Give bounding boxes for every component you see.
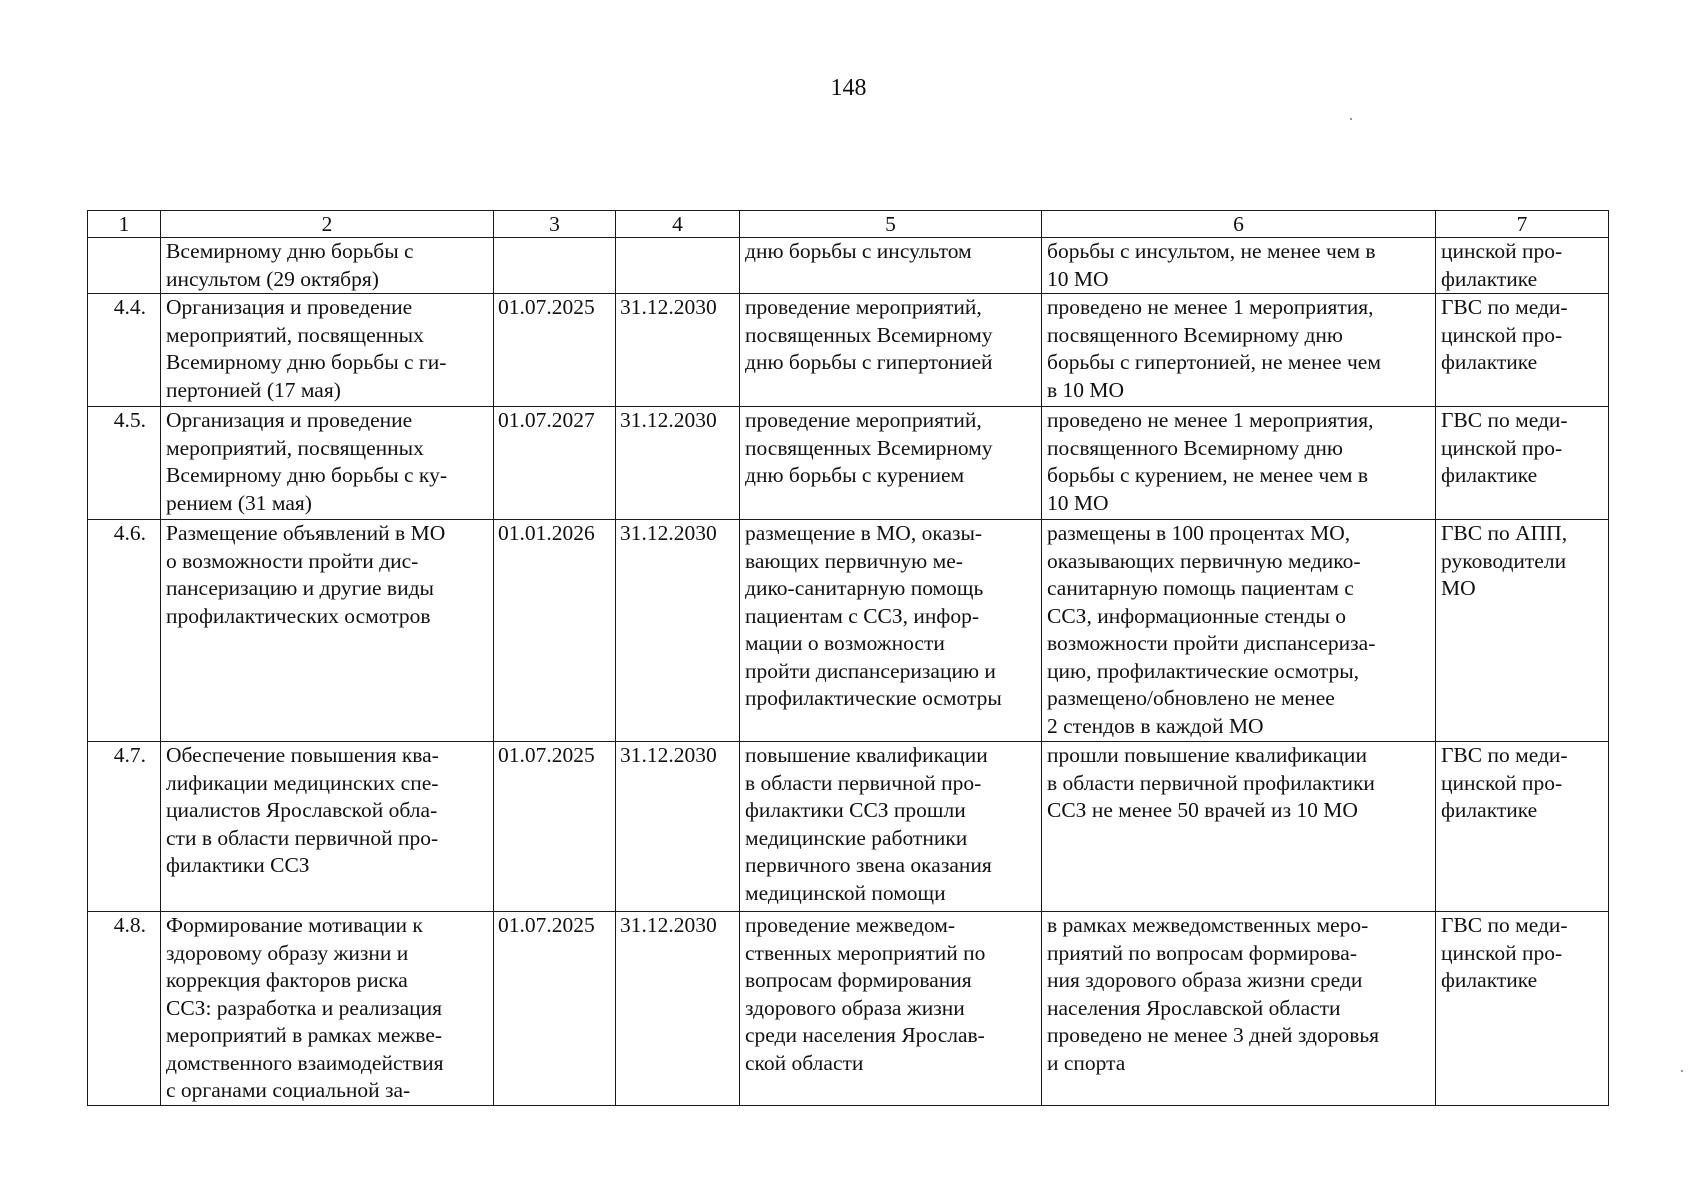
- end-date-cell: 31.12.2030: [616, 520, 740, 742]
- responsible-cell: ГВС по АПП, руководители МО: [1436, 520, 1609, 742]
- result-cell: проведение мероприятий, посвященных Всемирному дню борьбы с курением: [740, 407, 1042, 520]
- result-cell: проведение мероприятий, посвященных Всемирному дню борьбы с гипертонией: [740, 294, 1042, 407]
- start-date-cell: 01.01.2026: [494, 520, 616, 742]
- page-number: 148: [830, 75, 867, 101]
- row-number-cell: 4.4.: [88, 294, 161, 407]
- column-number-header: 7: [1436, 211, 1609, 238]
- scan-speck: [1681, 1070, 1683, 1072]
- end-date-cell: 31.12.2030: [616, 912, 740, 1106]
- start-date-cell: 01.07.2027: [494, 407, 616, 520]
- table-row: [88, 520, 1609, 742]
- indicator-cell: борьбы с инсультом, не менее чем в 10 МО: [1042, 238, 1436, 294]
- result-cell: размещение в МО, оказы- вающих первичную ме- дико-санитарную помощь пациентам с ССЗ, инфор- мации о возможности пройти диспансеризацию и профилактические осмотры: [740, 520, 1042, 742]
- row-number-cell: 4.8.: [88, 912, 161, 1106]
- event-cell: Организация и проведение мероприятий, посвященных Всемирному дню борьбы с ги- пертонией (17 мая): [161, 294, 494, 407]
- end-date-cell: 31.12.2030: [616, 407, 740, 520]
- event-cell: Всемирному дню борьбы с инсультом (29 октября): [161, 238, 494, 294]
- table-header-row: [88, 211, 1609, 238]
- column-number-header: 5: [740, 211, 1042, 238]
- column-number-header: 3: [494, 211, 616, 238]
- responsible-cell: цинской про- филактике: [1436, 238, 1609, 294]
- column-number-header: 2: [161, 211, 494, 238]
- result-cell: дню борьбы с инсультом: [740, 238, 1042, 294]
- end-date-cell: [616, 238, 740, 294]
- table-row: [88, 912, 1609, 1106]
- column-number-header: 1: [88, 211, 161, 238]
- row-number-cell: [88, 238, 161, 294]
- start-date-cell: 01.07.2025: [494, 912, 616, 1106]
- result-cell: проведение межведом- ственных мероприятий по вопросам формирования здорового образа жизни среди населения Ярослав- ской области: [740, 912, 1042, 1106]
- responsible-cell: ГВС по меди- цинской про- филактике: [1436, 407, 1609, 520]
- table-row: [88, 238, 1609, 294]
- indicator-cell: прошли повышение квалификации в области первичной профилактики ССЗ не менее 50 врачей из 10 МО: [1042, 742, 1436, 912]
- table-row: [88, 294, 1609, 407]
- start-date-cell: 01.07.2025: [494, 742, 616, 912]
- indicator-cell: размещены в 100 процентах МО, оказывающих первичную медико- санитарную помощь пациентам с ССЗ, информационные стенды о возможности пройти диспансериза- цию, профилактические осмотры, размещено/обновлено не менее 2 стендов в каждой МО: [1042, 520, 1436, 742]
- scan-speck: [1350, 118, 1352, 120]
- indicator-cell: в рамках межведомственных меро- приятий по вопросам формирова- ния здорового образа жизни среди населения Ярославской области проведено не менее 3 дней здоровья и спорта: [1042, 912, 1436, 1106]
- event-cell: Организация и проведение мероприятий, посвященных Всемирному дню борьбы с ку- рением (31 мая): [161, 407, 494, 520]
- table-row: [88, 742, 1609, 912]
- responsible-cell: ГВС по меди- цинской про- филактике: [1436, 294, 1609, 407]
- column-number-header: 4: [616, 211, 740, 238]
- row-number-cell: 4.5.: [88, 407, 161, 520]
- start-date-cell: [494, 238, 616, 294]
- event-cell: Обеспечение повышения ква- лификации медицинских спе- циалистов Ярославской обла- сти в области первичной про- филактики ССЗ: [161, 742, 494, 912]
- indicator-cell: проведено не менее 1 мероприятия, посвященного Всемирному дню борьбы с курением, не менее чем в 10 МО: [1042, 407, 1436, 520]
- column-number-header: 6: [1042, 211, 1436, 238]
- table-row: [88, 407, 1609, 520]
- event-cell: Формирование мотивации к здоровому образу жизни и коррекция факторов риска ССЗ: разработка и реализация мероприятий в рамках межве- домственного взаимодействия с органами социальной за-: [161, 912, 494, 1106]
- indicator-cell: проведено не менее 1 мероприятия, посвященного Всемирному дню борьбы с гипертонией, не менее чем в 10 МО: [1042, 294, 1436, 407]
- row-number-cell: 4.6.: [88, 520, 161, 742]
- activities-table: [87, 210, 1609, 1106]
- end-date-cell: 31.12.2030: [616, 294, 740, 407]
- start-date-cell: 01.07.2025: [494, 294, 616, 407]
- result-cell: повышение квалификации в области первичной про- филактики ССЗ прошли медицинские работники первичного звена оказания медицинской помощи: [740, 742, 1042, 912]
- event-cell: Размещение объявлений в МО о возможности пройти дис- пансеризацию и другие виды профилактических осмотров: [161, 520, 494, 742]
- row-number-cell: 4.7.: [88, 742, 161, 912]
- responsible-cell: ГВС по меди- цинской про- филактике: [1436, 912, 1609, 1106]
- end-date-cell: 31.12.2030: [616, 742, 740, 912]
- responsible-cell: ГВС по меди- цинской про- филактике: [1436, 742, 1609, 912]
